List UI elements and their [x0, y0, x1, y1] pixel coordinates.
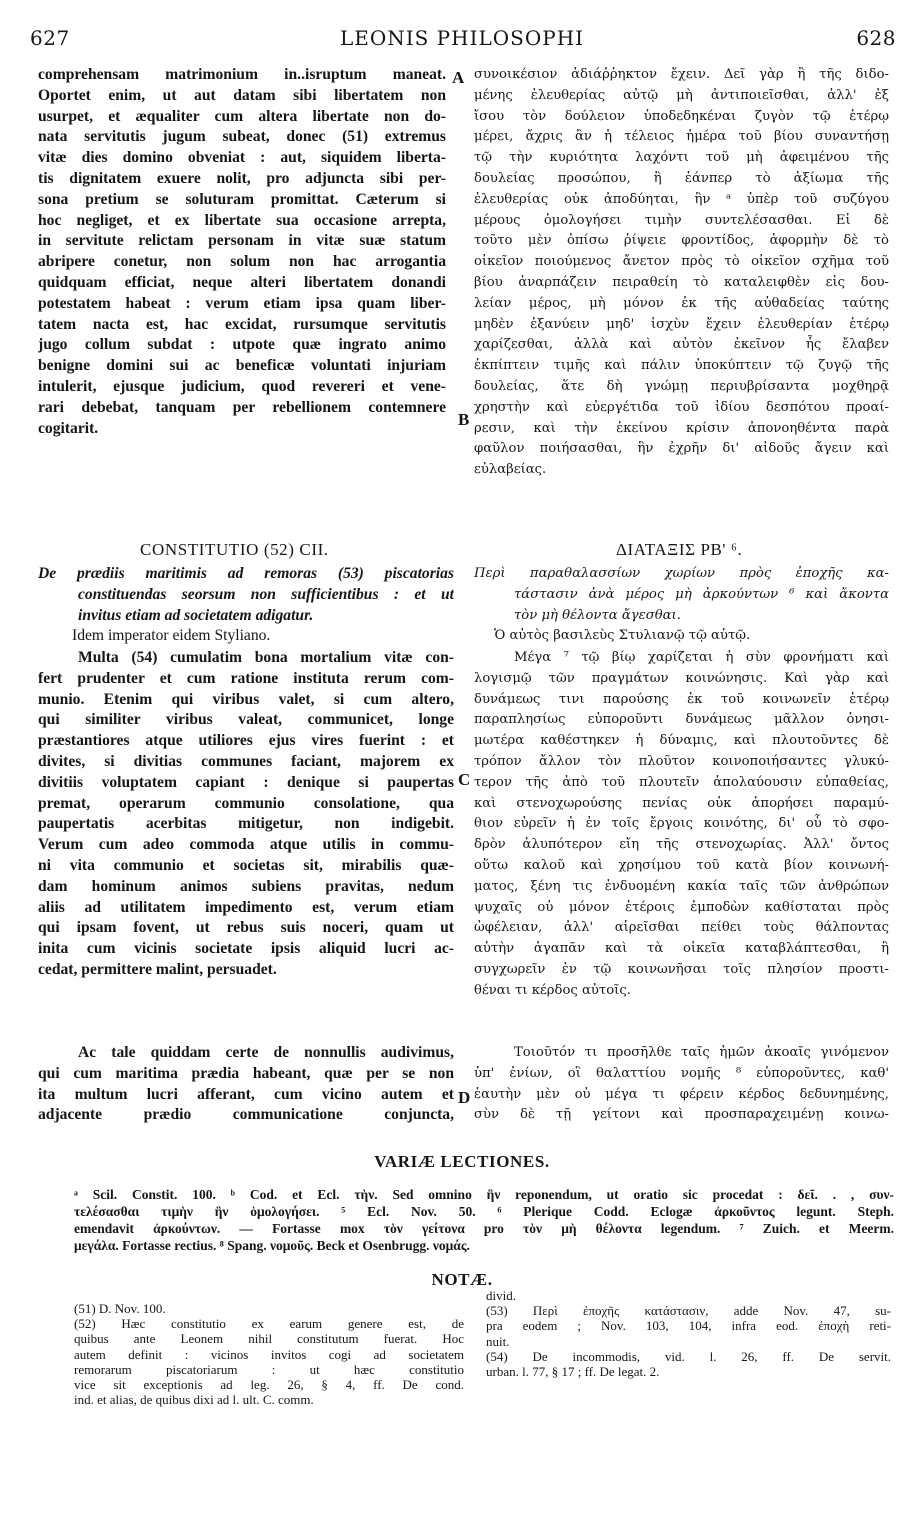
text-line: σὺν δὲ τῇ γείτονι καὶ προσπαραχειμένῃ κοινω- [474, 1107, 889, 1123]
text-line: Ac tale quiddam certe de nonnullis audivimus, [78, 1044, 454, 1061]
text-line: usurpet, et æqualiter cum altera libertate non do- [38, 107, 446, 125]
text-line: λείαν μέρος, μὴ μόνον ἐκ τῆς αὐθαδείας ταύτης [474, 295, 889, 311]
text-line: ἐλευθερίας οὐκ ἀποδύηται, ἣν ᵃ ὑπὲρ τοῦ συζύγου [474, 191, 889, 207]
note-line: pra eodem ; Nov. 103, 104, infra eod. ἐποχὴ reti- [486, 1318, 891, 1334]
text-line: aliis ad utilitatem impedimento est, verum etiam [38, 898, 454, 916]
constitution-title-line: invitus etiam ad societatem adigatur. [78, 606, 314, 624]
text-line: rari debebat, tanquam per rebellionem contemnere [38, 398, 446, 416]
constitution-title-line: De prædiis maritimis ad remoras (53) piscatorias [38, 565, 454, 582]
constitution-title-greek [474, 564, 889, 626]
text-line: μένης ἐλευθερίας αὐτῷ μὴ ἀντιποιεῖσθαι, ἀλλ' ἐξ [474, 87, 889, 103]
text-line: λογισμῷ τῶν πραγμάτων κοινώνησις. Καὶ γὰρ καὶ [474, 670, 889, 686]
text-line: sona pretium se soluturam promittat. Cæterum si [38, 190, 446, 208]
text-line: cedat, permittere malint, persuadet. [38, 960, 277, 978]
text-line: παραπλησίως εὐποροῦντι δυνάμεως μᾶλλον ὀνησι- [474, 712, 889, 728]
notae-title: NOTÆ. [431, 1270, 493, 1289]
text-line: Verum cum adeo commoda atque utilis in commu- [38, 836, 454, 854]
text-line: premat, operarum communio consolatione, qua [38, 794, 454, 812]
text-line: ἐκπίπτειν τιμῆς καὶ πάλιν ὑποκύπτειν τῷ ζυγῷ τῆς [474, 358, 889, 374]
constitution-heading-latin: CONSTITUTIO (52) CII. [140, 540, 329, 559]
text-line: μέρους ὁμολογήσει τιμὴν συντελέσασθαι. Εἰ δὲ [474, 212, 889, 228]
text-line: μηδὲν ἐξανύειν μηδ' ἰσχὺν ἔχειν ἐλευθερίαν ἑτέρῳ [474, 316, 889, 332]
text-line: εὐλαβείας. [474, 462, 547, 478]
text-line: συνοικέσιον ἀδιάῤῥηκτον ἔχειν. Δεῖ γὰρ ἢ τῆς διδο- [474, 67, 889, 82]
constitution-title-line: constituendas seorsum non sufficientibus : et ut [78, 585, 454, 603]
text-line: Μέγα ⁷ τῷ βίῳ χαρίζεται ἡ σὺν φρονήματι καὶ [514, 650, 889, 665]
note-line: ind. et alias, de quibus dixi ad l. ult. C. comm. [74, 1392, 314, 1408]
text-line: ματος, ξένη τις ἐνδυομένη κακία ταῖς τῶν ἀνθρώπων [474, 878, 889, 894]
notes-left-column [74, 1301, 464, 1407]
constitution-body2-greek [474, 1043, 889, 1126]
text-line: δρὸν ἀλυπότερον εἴη τῆς στενοχωρίας. Ἀλλ' ὄντος [474, 837, 889, 853]
text-line: χαρίζεσθαι, ἀλλὰ καὶ αὐτὸν ἐκεῖνον ἧς ἔλαβεν [474, 337, 889, 353]
text-line: inita cum vicinis societate ipsis aliquid lucri ac- [38, 940, 454, 958]
variae-line: μεγάλα. Fortasse rectius. ⁸ Spang. νομοῦς. Beck et Osenbrugg. νομάς. [74, 1238, 470, 1253]
variae-line: τελέσασθαι τιμὴν ἣν ὁμολογήσει. ⁵ Ecl. Nov. 50. ⁶ Plerique Codd. Eclogæ ἀρκοῦντος legunt. Steph. [74, 1204, 894, 1219]
section-marker-b: B [458, 410, 470, 429]
text-line: jugo collum subdat : utpote quæ ingrato animo [38, 336, 446, 354]
text-line: qui cum maritima prædia habeant, quæ per se non [38, 1064, 454, 1082]
text-line: tis dignitatem exuere nolit, pro adjuncta sibi per- [38, 169, 446, 187]
text-line: βίου ἀναρπάζειν πειραθείη τὸ καταλειφθὲν εἰς δου- [474, 274, 889, 290]
constitution-title-latin [38, 564, 454, 626]
text-line: ψυχαῖς οὐ μόνον ἑτέροις ἐμποδὼν καθίσταται πρὸς [474, 899, 889, 915]
constitution-address-greek: Ὁ αὐτὸς βασιλεὺς Στυλιανῷ τῷ αὐτῷ. [494, 628, 751, 643]
text-line: Oportet enim, ut aut datam sibi libertatem non [38, 86, 446, 104]
constitution-title-line: τάστασιν ἀνὰ μέρος μὴ ἀρκούντων ⁶ καὶ ἄκοντα [514, 586, 889, 602]
note-line: (54) De incommodis, vid. l. 26, ff. De servit. [486, 1348, 891, 1364]
text-line: μωτέρα καθέστηκεν ἡ δύναμις, καὶ πλουτοῦντες δὲ [474, 733, 889, 749]
text-line: συγχωρεῖν ἐν τῷ κοινωνῆσαι τοῖς πλησίον προστι- [474, 961, 889, 977]
note-line: vice sit exceptionis ad leg. 26, § 4, ff. De cond. [74, 1376, 464, 1392]
text-line: καὶ στενοχωρούσης πενίας οὐκ ἀπορήσει παραμύ- [474, 795, 889, 811]
text-line: μέρει, ἄχρις ἂν ἡ τέλειος ἡμέρα τοῦ βίου συναντήσῃ [474, 129, 889, 145]
text-line: ἴσου τὸν δούλειον ὑποδεδηκέναι ζυγὸν τῷ ἑτέρῳ [474, 108, 889, 124]
text-line: τρόπον ἄλλον τὸν πλοῦτον κοινοποιήσαντες γλυκύ- [474, 753, 889, 769]
text-line: τοῦτο μὲν ὀπίσω ῥίψειε φροντίδος, ἀφορμὴν δὲ τὸ [474, 233, 889, 249]
note-line: urban. l. 77, § 17 ; ff. De legat. 2. [486, 1363, 660, 1379]
text-line: ὠφέλειαν, ἀλλ' αἱρεῖσθαι πείθει τοὺς θάλποντας [474, 920, 889, 936]
note-line: quibus ante Leonem nihil constitutum fuerat. Hoc [74, 1331, 464, 1347]
text-line: comprehensam matrimonium in..isruptum maneat. [38, 66, 446, 83]
text-line: abripere conetur, non solum non hac arrogantia [38, 253, 446, 271]
page-number-right: 628 [856, 26, 896, 50]
section-marker-d: D [458, 1088, 471, 1107]
text-line: δουλείας, ἅτε δὴ γνώμῃ περιυβρίσαντα μοχθηρᾷ [474, 378, 889, 394]
text-line: θέναι τι κέρδος αὐτοῖς. [474, 982, 631, 998]
text-line: οὕτω καλοῦ καὶ χρησίμου τοῦ κατὰ βίον κοινωνή- [474, 857, 889, 873]
note-line: remorarum piscatoriarum : ut hæc constitutio [74, 1361, 464, 1377]
text-line: benigne domini sui ac beneficæ voluntati injuriam [38, 357, 446, 375]
text-line: θιον εὑρεῖν ἡ ἐν τοῖς ἔργοις κοινότης, δι' οὗ τὸ σφο- [474, 816, 889, 832]
constitution-body-greek [474, 648, 889, 1002]
notes-right-column [486, 1288, 891, 1379]
text-line: Multa (54) cumulatim bona mortalium vitæ con- [78, 649, 454, 666]
text-line: ὑπ' ἐνίων, οἳ θαλαττίου νομῆς ⁸ εὐποροῦντες, καθ' [474, 1065, 889, 1081]
text-line: nata servitutis jugum subeat, donec (51) extremus [38, 128, 446, 146]
text-line: ρεσιν, καὶ τὴν ἐκείνου κρίσιν ἀπονοηθέντα παρὰ [474, 420, 889, 436]
text-line: potestatem habeat : verum etiam ipsa quam liber- [38, 294, 446, 312]
left-continuation-text [38, 65, 446, 439]
note-line: divid. [486, 1288, 516, 1303]
text-line: cogitarit. [38, 419, 99, 437]
text-line: χρηστὴν καὶ εὐεργέτιδα τοῦ ἰδίου δεσπότου προαί- [474, 399, 889, 415]
text-line: intulerit, ejusque judicium, quod revereri et vene- [38, 377, 446, 395]
text-line: qui ipsam fovent, ut rebus suis noceri, quam ut [38, 919, 454, 937]
constitution-address-latin: Idem imperator eidem Styliano. [72, 627, 271, 644]
text-line: munio. Etenim qui viribus valet, si cum altero, [38, 690, 454, 708]
text-line: fert prudenter et cum ratione instituta rerum com- [38, 669, 454, 687]
note-line: nuit. [486, 1333, 510, 1349]
text-line: ni vita communio et societas sit, mirabilis quæ- [38, 856, 454, 874]
text-line: qui similiter viribus valeat, communicet, longe [38, 711, 454, 729]
text-line: τῷ τὴν κυριότητα λαχόντι τοῦ μὴ ἀφειμένου τῆς [474, 150, 889, 166]
text-line: φαῦλον ποιήσασθαι, ἣν ἐχρῆν δι' αἰδοῦς ἄγειν καὶ [474, 441, 889, 457]
text-line: vitæ dies domino obveniat : aut, siquidem liberta- [38, 149, 446, 167]
text-line: τερον τῆς ἀπὸ τοῦ πλουτεῖν ἀπολαύουσιν εὐπαθείας, [474, 774, 889, 790]
constitution-body-latin [38, 648, 454, 981]
text-line: οἰκεῖον ποιούμενος ἄνετον πρὸς τὸ οἰκεῖον σχῆμα τοῦ [474, 254, 889, 270]
text-line: divites, si divitias communes faciant, majorem ex [38, 752, 454, 770]
variae-lectiones-title: VARIÆ LECTIONES. [374, 1152, 550, 1171]
text-line: tatem nacta est, hac excidat, rursumque servitutis [38, 315, 446, 333]
text-line: δυνάμεως τινι παρούσης ἐκ τοῦ κοινωνεῖν ἑτέρῳ [474, 691, 889, 707]
text-line: αὐτὴν ἀγαπᾶν καὶ τὰ οἰκεῖα καταβλάπτεσθαι, ἢ [474, 941, 889, 957]
note-line: (52) Hæc constitutio ex earum genere est, de [74, 1316, 464, 1332]
text-line: adjacente prædio communicatione conjuncta, [38, 1106, 454, 1124]
constitution-heading-greek: ΔΙΑΤΑΞΙΣ ΡΒ' ⁶. [616, 540, 743, 559]
right-continuation-text [474, 65, 889, 481]
note-line: autem definit : vicinos invitos cogi ad societatem [74, 1346, 464, 1362]
variae-line: emendavit ἀρκούντων. — Fortasse mox τὸν γείτονα pro τὸν μὴ θέλοντα legendum. ⁷ Zuich. et Meerm. [74, 1221, 894, 1236]
variae-line: ᵃ Scil. Constit. 100. ᵇ Cod. et Ecl. τὴν. Sed omnino ἣν reponendum, ut oratio sic procedat : δεῖ. . , συν- [74, 1187, 894, 1202]
running-title: LEONIS PHILOSOPHI [339, 26, 585, 50]
constitution-title-line: Περὶ παραθαλασσίων χωρίων πρὸς ἐποχῆς κα- [474, 566, 889, 581]
note-line: (53) Περὶ ἐποχῆς κατάστασιν, adde Nov. 47, su- [486, 1303, 891, 1319]
text-line: δουλείας προσώπου, ἢ ἐάνπερ τὸ ἀξίωμα τῆς [474, 170, 889, 186]
text-line: Τοιοῦτόν τι προσῆλθε ταῖς ἡμῶν ἀκοαῖς γινόμενον [514, 1045, 889, 1060]
text-line: hoc negliget, et ex libertate sua occasione arrepta, [38, 211, 446, 229]
text-line: dam hominum animos subiens pravitas, nedum [38, 877, 454, 895]
text-line: in servitute relictam personam in vitæ suæ statum [38, 232, 446, 250]
text-line: præstantiores atque utiliores ejus vires fuerint : et [38, 732, 454, 750]
section-marker-a: A [452, 68, 465, 87]
text-line: ita multum lucri afferant, cum vicino autem et [38, 1085, 454, 1103]
constitution-title-line: τὸν μὴ θέλοντα ἄγεσθαι. [514, 607, 681, 623]
page-number-left: 627 [30, 26, 70, 50]
text-line: paupertatis acerbitas mitigetur, non indigebit. [38, 815, 454, 833]
section-marker-c: C [458, 770, 471, 789]
constitution-body2-latin [38, 1043, 454, 1126]
text-line: divitiis voluptatem capiant : denique si paupertas [38, 773, 454, 791]
note-line: (51) D. Nov. 100. [74, 1301, 166, 1316]
text-line: quidquam efficiat, neque alteri libertatem donandi [38, 273, 446, 291]
text-line: ἑαυτὴν μὲν οὐ μέγα τι φέρειν κέρδος δεδυνημένης, [474, 1086, 889, 1102]
